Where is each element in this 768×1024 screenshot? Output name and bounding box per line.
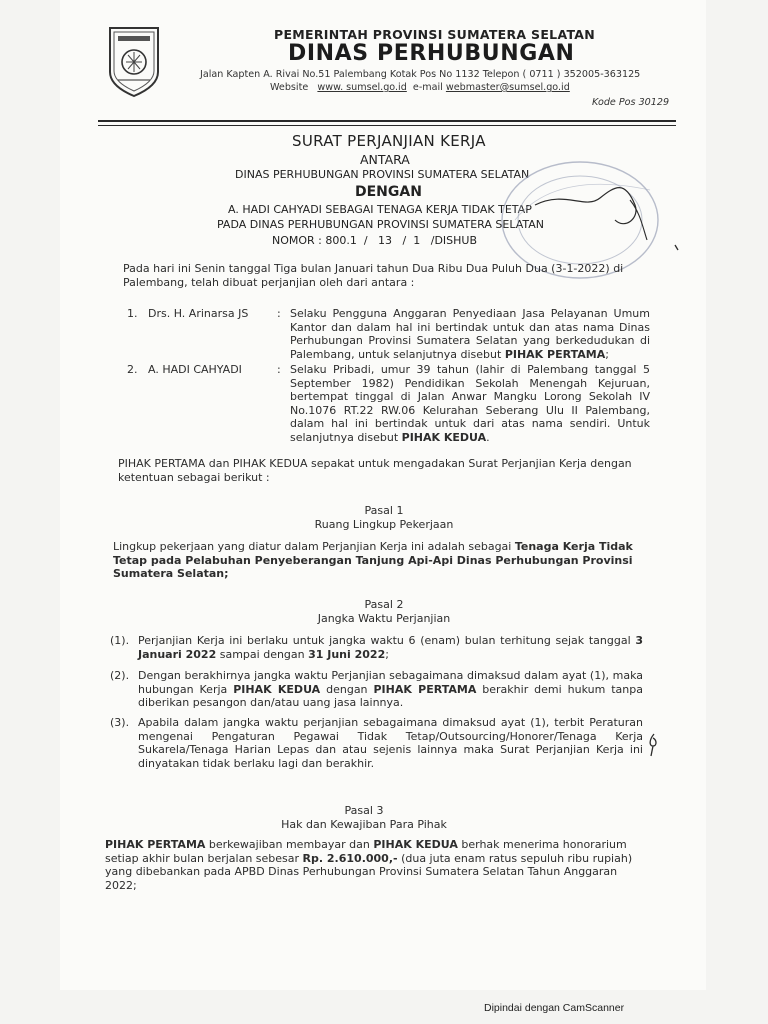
- email-link[interactable]: webmaster@sumsel.go.id: [445, 82, 570, 93]
- document-number: NOMOR : 800.1 / 13 / 1 /DISHUB: [272, 234, 478, 247]
- pasal-body: PIHAK PERTAMA berkewajiban membayar dan PIHAK KEDUA berhak menerima honorarium setiap akhir bulan berjalan sebesar Rp. 2.610.000,- (dua juta enam ratus sepuluh ribu rupiah) yang dibebankan pada APBD Dinas Perhubungan Provinsi Sumatera Selatan Tahun Anggaran 2022;: [105, 838, 633, 892]
- party-name: A. HADI CAHYADI: [148, 363, 242, 376]
- pasal-label: Pasal 2: [364, 598, 404, 611]
- party-number: 1.: [127, 307, 138, 320]
- contact-line: [270, 82, 570, 93]
- item-number: (2).: [110, 669, 130, 682]
- pasal-heading: Jangka Waktu Perjanjian: [317, 612, 451, 625]
- letterhead-rule: [98, 120, 676, 122]
- title-party-two: A. HADI CAHYADI SEBAGAI TENAGA KERJA TIDAK TETAP: [228, 203, 532, 216]
- pasal-label: Pasal 3: [344, 804, 384, 817]
- initial-mark-icon: [645, 732, 661, 758]
- item-text: Apabila dalam jangka waktu perjanjian sebagaimana dimaksud ayat (1), terbit Peraturan mengenai Pengaturan Pegawai Tidak Tetap/Outsourcing/Honorer/Tenaga Kerja Sukarela/Tenaga Harian Lepas dan atau sejenis lainnya maka Surat Perjanjian Kerja ini dinyatakan tidak berlaku lagi dan berakhir.: [138, 716, 643, 770]
- agreement-paragraph: PIHAK PERTAMA dan PIHAK KEDUA sepakat untuk mengadakan Surat Perjanjian Kerja dengan ketentuan sebagai berikut :: [118, 457, 632, 484]
- item-text: Perjanjian Kerja ini berlaku untuk jangka waktu 6 (enam) bulan terhitung sejak tanggal 3 Januari 2022 sampai dengan 31 Juni 2022;: [138, 634, 643, 661]
- letterhead-rule-thin: [98, 125, 676, 126]
- intro-paragraph: Pada hari ini Senin tanggal Tiga bulan Januari tahun Dua Ribu Dua Puluh Dua (3-1-2022) di Palembang, telah dibuat perjanjian oleh dari antara :: [123, 262, 624, 289]
- item-number: (3).: [110, 716, 130, 729]
- party-description: Selaku Pribadi, umur 39 tahun (lahir di Palembang tanggal 5 September 1982) Pendidikan Sekolah Menengah Kejuruan, bertempat tinggal di Jalan Anwar Mangku Lorong Sekolah IV No.1076 RT.22 RW.06 Kelurahan Seberang Ulu II Palembang, dalam hal ini bertindak untuk dari atas nama sendiri. Untuk selanjutnya disebut PIHAK KEDUA.: [290, 363, 650, 444]
- title-dengan: DENGAN: [355, 184, 422, 200]
- website-label: Website: [270, 82, 309, 93]
- email-label: e-mail: [412, 82, 443, 93]
- scanner-watermark: Dipindai dengan CamScanner: [484, 1002, 625, 1014]
- pasal-label: Pasal 1: [364, 504, 404, 517]
- province-emblem-icon: [104, 24, 164, 98]
- pasal-body: Lingkup pekerjaan yang diatur dalam Perjanjian Kerja ini adalah sebagai Tenaga Kerja Tidak Tetap pada Pelabuhan Penyeberangan Tanjung Api-Api Dinas Perhubungan Provinsi Sumatera Selatan;: [113, 540, 633, 581]
- website-link[interactable]: www. sumsel.go.id: [317, 82, 407, 93]
- party-number: 2.: [127, 363, 138, 376]
- title-antara: ANTARA: [360, 152, 410, 167]
- government-name: PEMERINTAH PROVINSI SUMATERA SELATAN: [274, 27, 596, 42]
- item-text: Dengan berakhirnya jangka waktu Perjanjian sebagaimana dimaksud dalam ayat (1), maka hubungan Kerja PIHAK KEDUA dengan PIHAK PERTAMA berakhir demi hukum tanpa diberikan pesangon dan/atau uang jasa lainnya.: [138, 669, 643, 710]
- pasal-heading: Hak dan Kewajiban Para Pihak: [281, 818, 447, 831]
- pasal-heading: Ruang Lingkup Pekerjaan: [314, 518, 454, 531]
- party-colon: :: [277, 363, 281, 376]
- postal-code: Kode Pos 30129: [592, 97, 670, 108]
- item-number: (1).: [110, 634, 130, 647]
- department-name: DINAS PERHUBUNGAN: [288, 41, 575, 66]
- document-title: SURAT PERJANJIAN KERJA: [292, 132, 486, 150]
- party-description: Selaku Pengguna Anggaran Penyediaan Jasa Pelayanan Umum Kantor dan dalam hal ini bertindak untuk dan atas nama Dinas Perhubungan Provinsi Sumatera Selatan yang berkedudukan di Palembang, untuk selanjutnya disebut PIHAK PERTAMA;: [290, 307, 650, 361]
- party-name: Drs. H. Arinarsa JS: [148, 307, 249, 320]
- party-colon: :: [277, 307, 281, 320]
- office-address: Jalan Kapten A. Rivai No.51 Palembang Kotak Pos No 1132 Telepon ( 0711 ) 352005-363125: [200, 69, 641, 80]
- title-party-one: DINAS PERHUBUNGAN PROVINSI SUMATERA SELATAN: [235, 168, 530, 181]
- title-party-two-place: PADA DINAS PERHUBUNGAN PROVINSI SUMATERA SELATAN: [217, 218, 544, 231]
